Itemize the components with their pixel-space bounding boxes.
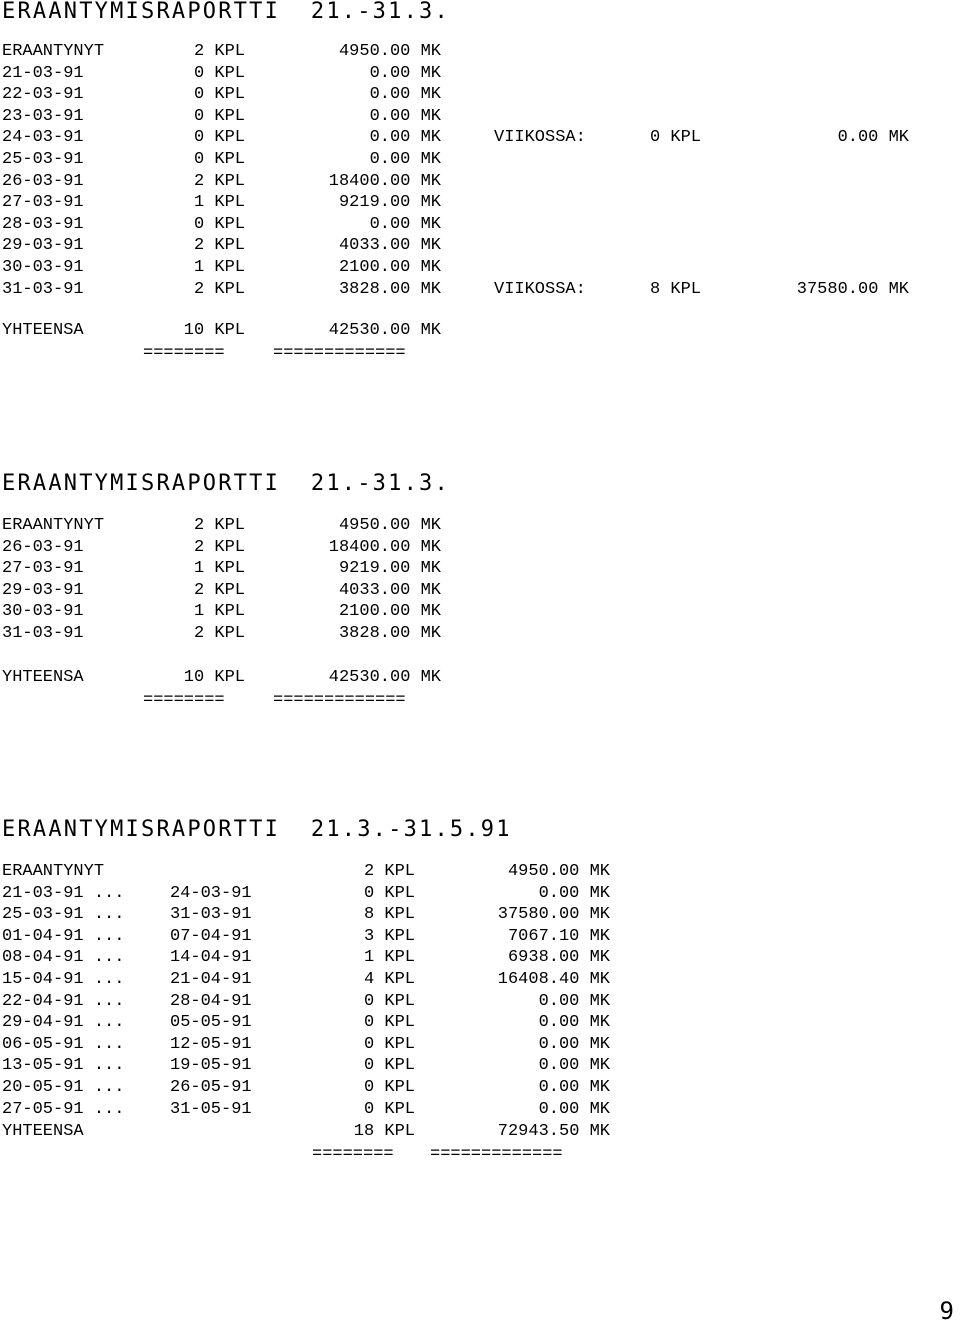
row-amount: 0.00 MK: [538, 1034, 610, 1054]
row-to: 12-05-91: [170, 1034, 252, 1054]
week-label: VIIKOSSA:: [494, 128, 586, 148]
total-amount: 42530.00 MK: [328, 668, 441, 687]
row-count: 1 KPL: [193, 257, 245, 277]
row-amount: 3828.00 MK: [338, 279, 441, 299]
row-to: 05-05-91: [170, 1013, 252, 1033]
row-date: 28-03-91: [2, 214, 84, 234]
row-count: 1 KPL: [193, 602, 245, 622]
total-label: YHTEENSA: [2, 1122, 84, 1141]
row-count: 0 KPL: [363, 883, 415, 903]
week-count: 8 KPL: [650, 279, 702, 299]
row-amount: 4950.00 MK: [338, 516, 441, 535]
row-count: 1 KPL: [363, 948, 415, 968]
row-to: 31-03-91: [170, 905, 252, 925]
report2-separator-amount: =============: [273, 691, 406, 710]
row-date: 31-03-91: [2, 623, 84, 643]
report1-separator-amount: =============: [273, 344, 406, 363]
row-count: 3 KPL: [363, 926, 415, 946]
row-count: 0 KPL: [193, 128, 245, 148]
report1-total-row: [0, 320, 960, 342]
row-count: 2 KPL: [193, 623, 245, 643]
row-amount: 37580.00 MK: [497, 905, 610, 925]
row-date: ERAANTYNYT: [2, 42, 105, 61]
report2-total-row: [0, 667, 960, 689]
table-row: [0, 1034, 960, 1056]
row-count: 0 KPL: [193, 149, 245, 169]
row-amount: 0.00 MK: [369, 149, 441, 169]
row-count: 0 KPL: [193, 85, 245, 105]
row-count: 0 KPL: [363, 1099, 415, 1119]
row-amount: 9219.00 MK: [338, 193, 441, 213]
row-from: 29-04-91 ...: [2, 1013, 125, 1033]
row-amount: 0.00 MK: [369, 63, 441, 83]
row-date: 21-03-91: [2, 63, 84, 83]
row-amount: 7067.10 MK: [507, 926, 610, 946]
row-amount: 4033.00 MK: [338, 236, 441, 256]
row-date: 22-03-91: [2, 85, 84, 105]
total-amount: 72943.50 MK: [497, 1122, 610, 1141]
table-row: [0, 1012, 960, 1034]
row-date: 26-03-91: [2, 171, 84, 191]
row-date: 23-03-91: [2, 106, 84, 126]
total-count: 18 KPL: [353, 1122, 415, 1141]
table-row: [0, 969, 960, 991]
row-amount: 2100.00 MK: [338, 602, 441, 622]
row-count: 2 KPL: [193, 279, 245, 299]
row-date: 29-03-91: [2, 236, 84, 256]
week-count: 0 KPL: [650, 128, 702, 148]
row-amount: 0.00 MK: [369, 85, 441, 105]
row-amount: 4033.00 MK: [338, 580, 441, 600]
week-amount: 0.00 MK: [837, 128, 909, 148]
report1-table: [0, 41, 960, 300]
row-date: 27-03-91: [2, 193, 84, 213]
row-count: 2 KPL: [193, 236, 245, 256]
row-amount: 0.00 MK: [538, 1056, 610, 1076]
report1-separator-count: ========: [143, 344, 225, 363]
row-count: 1 KPL: [193, 559, 245, 579]
row-date: 24-03-91: [2, 128, 84, 148]
row-from: 27-05-91 ...: [2, 1099, 125, 1119]
table-row: [0, 580, 960, 602]
row-amount: 18400.00 MK: [328, 537, 441, 557]
table-row: [0, 926, 960, 948]
row-count: 0 KPL: [193, 63, 245, 83]
table-row: [0, 84, 960, 106]
row-count: 0 KPL: [363, 1077, 415, 1097]
total-count: 10 KPL: [183, 668, 245, 687]
report3-separator-count: ========: [312, 1145, 394, 1164]
row-amount: 0.00 MK: [369, 128, 441, 148]
total-amount: 42530.00 MK: [328, 321, 441, 340]
row-amount: 0.00 MK: [538, 1077, 610, 1097]
row-from: 08-04-91 ...: [2, 948, 125, 968]
row-amount: 4950.00 MK: [507, 862, 610, 881]
report2-separator-count: ========: [143, 691, 225, 710]
row-count: 8 KPL: [363, 905, 415, 925]
row-to: 21-04-91: [170, 969, 252, 989]
row-count: 0 KPL: [363, 1056, 415, 1076]
row-count: 2 KPL: [193, 171, 245, 191]
report3-separator-amount: =============: [430, 1145, 563, 1164]
table-row: [0, 106, 960, 128]
row-from: 06-05-91 ...: [2, 1034, 125, 1054]
row-amount: 3828.00 MK: [338, 623, 441, 643]
row-date: 31-03-91: [2, 279, 84, 299]
row-date: 27-03-91: [2, 559, 84, 579]
row-amount: 4950.00 MK: [338, 42, 441, 61]
table-row: [0, 883, 960, 905]
table-row: [0, 623, 960, 645]
row-date: 30-03-91: [2, 602, 84, 622]
week-amount: 37580.00 MK: [796, 279, 909, 299]
table-row: [0, 192, 960, 214]
row-to: 14-04-91: [170, 948, 252, 968]
total-label: YHTEENSA: [2, 668, 84, 687]
table-row: [0, 991, 960, 1013]
row-to: 19-05-91: [170, 1056, 252, 1076]
row-from: 21-03-91 ...: [2, 883, 125, 903]
total-count: 10 KPL: [183, 321, 245, 340]
table-row: [0, 601, 960, 623]
row-to: 26-05-91: [170, 1077, 252, 1097]
row-amount: 0.00 MK: [538, 883, 610, 903]
row-to: 24-03-91: [170, 883, 252, 903]
report2-table: [0, 515, 960, 645]
row-count: 2 KPL: [193, 537, 245, 557]
row-from: 25-03-91 ...: [2, 905, 125, 925]
row-from: ERAANTYNYT: [2, 862, 105, 881]
row-amount: 16408.40 MK: [497, 969, 610, 989]
report2-title: ERAANTYMISRAPORTTI 21.-31.3.: [2, 471, 450, 496]
row-date: ERAANTYNYT: [2, 516, 105, 535]
table-row: [0, 63, 960, 85]
row-amount: 0.00 MK: [538, 1099, 610, 1119]
row-date: 26-03-91: [2, 537, 84, 557]
table-row: [0, 537, 960, 559]
row-count: 0 KPL: [193, 214, 245, 234]
row-from: 15-04-91 ...: [2, 969, 125, 989]
table-row: [0, 171, 960, 193]
table-row: [0, 214, 960, 236]
table-row: [0, 127, 960, 149]
row-amount: 2100.00 MK: [338, 257, 441, 277]
row-amount: 0.00 MK: [369, 214, 441, 234]
total-label: YHTEENSA: [2, 321, 84, 340]
row-date: 29-03-91: [2, 580, 84, 600]
table-row: [0, 149, 960, 171]
page-number: 9: [939, 1297, 954, 1325]
row-amount: 0.00 MK: [538, 1013, 610, 1033]
row-from: 22-04-91 ...: [2, 991, 125, 1011]
table-row: [0, 41, 960, 63]
row-date: 30-03-91: [2, 257, 84, 277]
table-row: [0, 1055, 960, 1077]
report3-title: ERAANTYMISRAPORTTI 21.3.-31.5.91: [2, 817, 512, 842]
row-count: 2 KPL: [363, 862, 415, 881]
row-count: 4 KPL: [363, 969, 415, 989]
report3-total-row: [0, 1121, 960, 1143]
row-amount: 18400.00 MK: [328, 171, 441, 191]
report1-title: ERAANTYMISRAPORTTI 21.-31.3.: [2, 0, 450, 24]
table-row: [0, 947, 960, 969]
table-row: [0, 1077, 960, 1099]
table-row: [0, 235, 960, 257]
table-row: [0, 515, 960, 537]
row-to: 07-04-91: [170, 926, 252, 946]
row-to: 31-05-91: [170, 1099, 252, 1119]
row-amount: 0.00 MK: [369, 106, 441, 126]
row-amount: 0.00 MK: [538, 991, 610, 1011]
week-label: VIIKOSSA:: [494, 279, 586, 299]
table-row: [0, 1099, 960, 1121]
row-to: 28-04-91: [170, 991, 252, 1011]
row-count: 0 KPL: [193, 106, 245, 126]
row-date: 25-03-91: [2, 149, 84, 169]
row-count: 0 KPL: [363, 1013, 415, 1033]
table-row: [0, 257, 960, 279]
table-row: [0, 904, 960, 926]
row-count: 2 KPL: [193, 42, 245, 61]
table-row: [0, 279, 960, 301]
row-count: 2 KPL: [193, 516, 245, 535]
row-from: 20-05-91 ...: [2, 1077, 125, 1097]
row-from: 01-04-91 ...: [2, 926, 125, 946]
row-from: 13-05-91 ...: [2, 1056, 125, 1076]
row-count: 2 KPL: [193, 580, 245, 600]
row-count: 1 KPL: [193, 193, 245, 213]
row-amount: 9219.00 MK: [338, 559, 441, 579]
row-count: 0 KPL: [363, 991, 415, 1011]
report3-table: [0, 861, 960, 1120]
table-row: [0, 861, 960, 883]
table-row: [0, 558, 960, 580]
row-amount: 6938.00 MK: [507, 948, 610, 968]
row-count: 0 KPL: [363, 1034, 415, 1054]
